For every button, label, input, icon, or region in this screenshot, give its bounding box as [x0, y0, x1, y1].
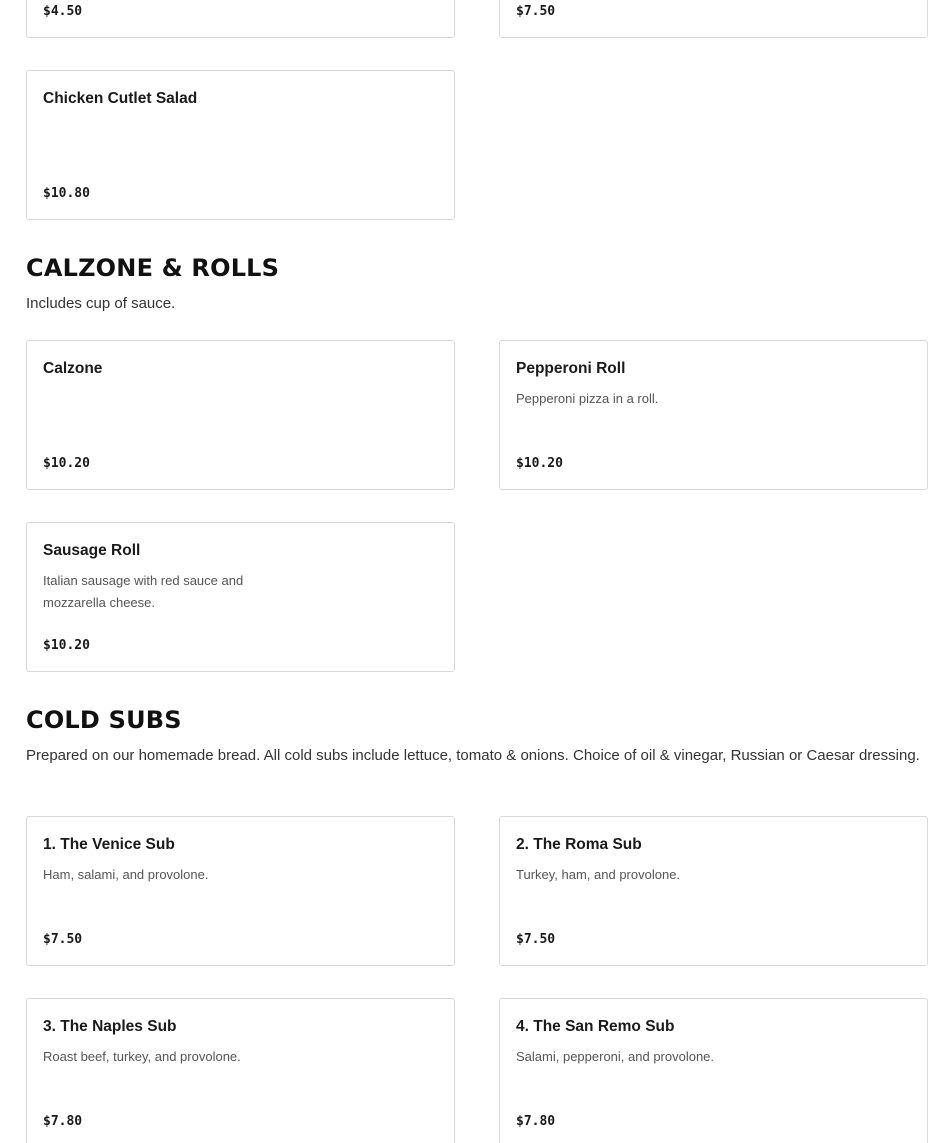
item-price: $7.50 — [516, 4, 556, 19]
item-description: Roast beef, turkey, and provolone. — [43, 1049, 241, 1064]
section-title-calzone-rolls: CALZONE & ROLLS — [26, 254, 280, 282]
item-description: Ham, salami, and provolone. — [43, 867, 209, 882]
item-price: $7.80 — [516, 1114, 556, 1129]
menu-item-card-naples-sub[interactable] — [26, 998, 455, 1143]
item-price: $10.20 — [43, 456, 90, 471]
item-name: 2. The Roma Sub — [516, 836, 642, 853]
section-title-cold-subs: COLD SUBS — [26, 706, 182, 734]
menu-item-card-roma-sub[interactable] — [499, 816, 928, 966]
item-price: $7.50 — [516, 932, 556, 947]
menu-item-card-san-remo-sub[interactable] — [499, 998, 928, 1143]
section-note-cold-subs: Prepared on our homemade bread. All cold subs include lettuce, tomato & onions. Choice of oil & vinegar, Russian or Caesar dressing. — [26, 747, 920, 764]
menu-item-card-calzone[interactable] — [26, 340, 455, 490]
item-price: $10.20 — [516, 456, 563, 471]
item-price: $7.50 — [43, 932, 83, 947]
item-price: $7.80 — [43, 1114, 83, 1129]
menu-item-card-chicken-cutlet-salad[interactable] — [26, 70, 455, 220]
item-name: Sausage Roll — [43, 542, 141, 559]
item-name: Calzone — [43, 360, 103, 377]
item-description: Turkey, ham, and provolone. — [516, 867, 681, 882]
item-price: $4.50 — [43, 4, 83, 19]
item-name: 4. The San Remo Sub — [516, 1018, 675, 1035]
menu-item-card-sausage-roll[interactable] — [26, 522, 455, 672]
item-name: 1. The Venice Sub — [43, 836, 175, 853]
menu-item-card[interactable] — [499, 0, 928, 38]
menu-item-card-venice-sub[interactable] — [26, 816, 455, 966]
item-name: Pepperoni Roll — [516, 360, 626, 377]
item-description: Salami, pepperoni, and provolone. — [516, 1049, 715, 1064]
item-name: Chicken Cutlet Salad — [43, 90, 198, 107]
menu-item-card-pepperoni-roll[interactable] — [499, 340, 928, 490]
menu-item-card[interactable] — [26, 0, 455, 38]
item-description: Pepperoni pizza in a roll. — [516, 391, 659, 406]
section-note-calzone-rolls: Includes cup of sauce. — [26, 295, 176, 312]
item-price: $10.20 — [43, 638, 90, 653]
item-name: 3. The Naples Sub — [43, 1018, 177, 1035]
item-description: Italian sausage with red sauce and mozzarella cheese. — [43, 573, 244, 610]
item-price: $10.80 — [43, 186, 90, 201]
